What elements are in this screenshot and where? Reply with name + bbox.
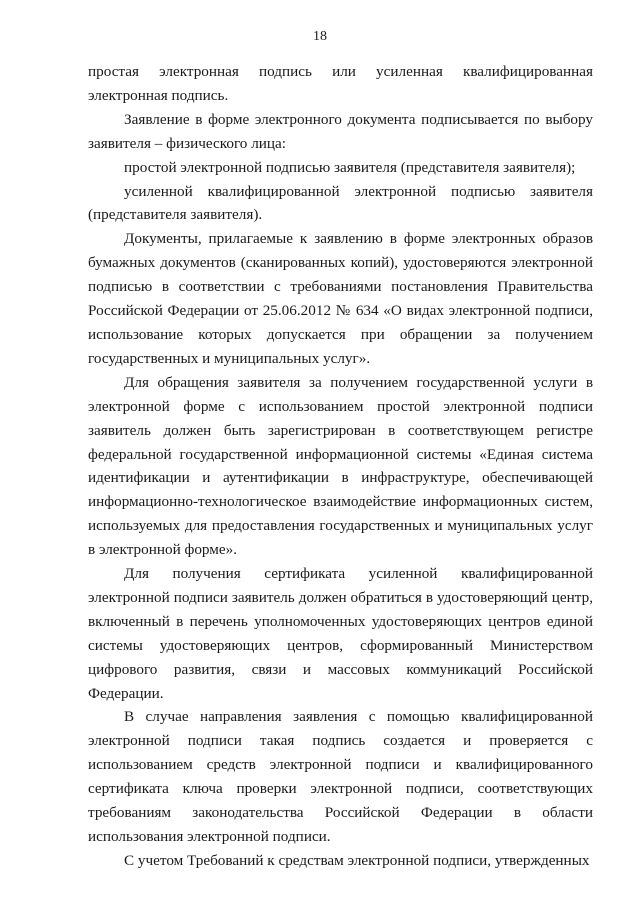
paragraph-certificate: Для получения сертификата усиленной квалифицированной электронной подписи заявитель должен обратиться в удостоверяющий центр, включенный в перечень уполномоченных удостоверяющих центров единой системы удостоверяющих центров, сформированный Министерством цифрового развития, связи и массовых коммуникаций Российской Федерации. — [88, 565, 593, 702]
paragraph-application-signing: Заявление в форме электронного документа подписывается по выбору заявителя – физического лица: — [88, 110, 593, 152]
paragraph-qualified-signature: усиленной квалифицированной электронной подписью заявителя (представителя заявителя). — [88, 182, 593, 224]
paragraph-requirements: С учетом Требований к средствам электронной подписи, утвержденных — [124, 851, 590, 869]
page-number: 18 — [313, 29, 327, 44]
paragraph-simple-signature: простой электронной подписью заявителя (представителя заявителя); — [124, 158, 576, 176]
paragraph-registration: Для обращения заявителя за получением государственной услуги в электронной форме с использованием простой электронной подписи заявитель должен быть зарегистрирован в соответствующем регистре федеральной государственной информационной системы «Единая система идентификации и аутентификации в инфраструктуре, обеспечивающей информационно-технологическое взаимодействие информационных систем, используемых для предоставления государственных и муниципальных услуг в электронной форме». — [88, 373, 593, 559]
paragraph-continued: простая электронная подпись или усиленная квалифицированная электронная подпись. — [88, 63, 593, 104]
paragraph-verification: В случае направления заявления с помощью квалифицированной электронной подписи такая подпись создается и проверяется с использованием средств электронной подписи и квалифицированного сертификата ключа проверки электронной подписи, соответствующих требованиям законодательства Российской Федерации в области использования электронной подписи. — [88, 708, 593, 845]
document-body — [88, 60, 593, 873]
paragraph-attached-documents: Документы, прилагаемые к заявлению в форме электронных образов бумажных документов (сканированных копий), удостоверяются электронной подписью в соответствии с требованиями постановления Правительства Российской Федерации от 25.06.2012 № 634 «О видах электронной подписи, использование которых допускается при обращении за получением государственных и муниципальных услуг». — [88, 230, 593, 367]
